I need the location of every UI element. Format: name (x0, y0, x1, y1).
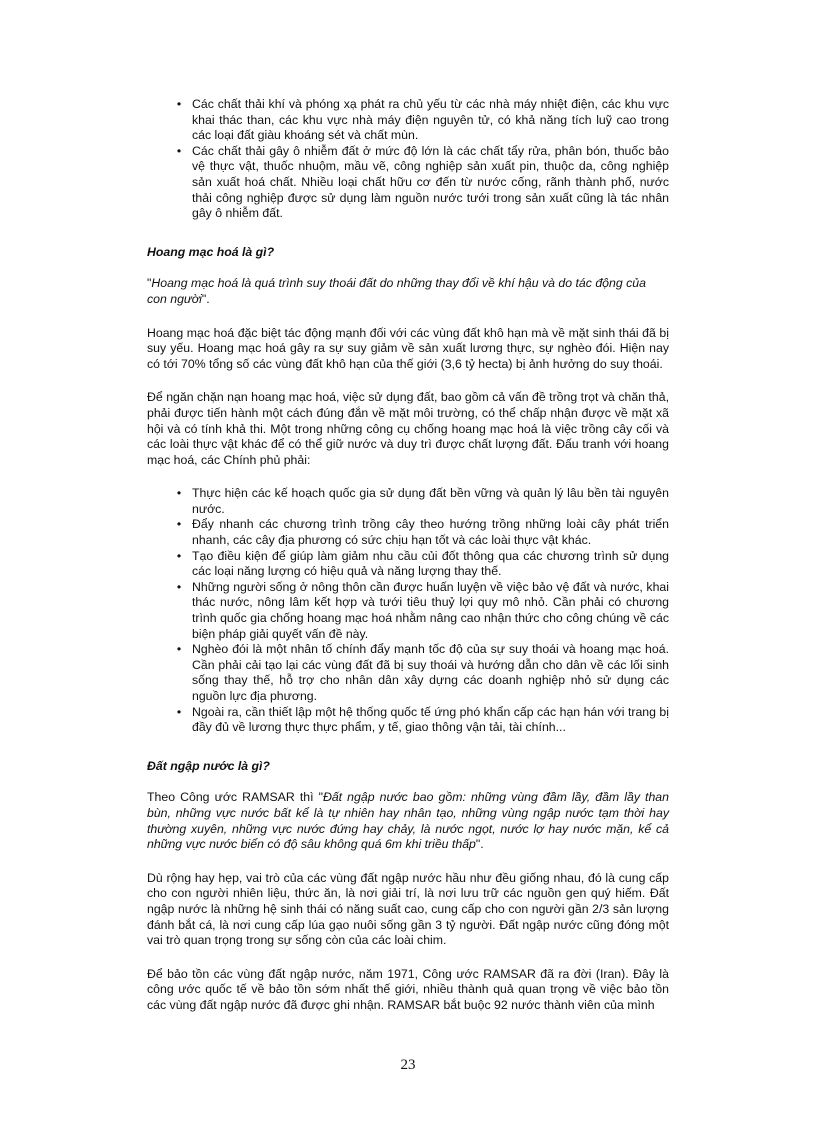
list-item-text: Các chất thải gây ô nhiễm đất ở mức độ lớn là các chất tẩy rửa, phân bón, thuốc bảo vệ thực vật, thuốc nhuộm, mầu vẽ, công nghiệp sản xuất pin, thuộc da, công nghiệp sản xuất hoá chất. Nhiều loại chất hữu cơ đến từ nước cống, rãnh thành phố, nước thải công nghiệp được sử dụng làm nguồn nước tưới trong sản xuất cũng là tác nhân gây ô nhiễm đất. (192, 143, 669, 221)
page-number: 23 (400, 1057, 416, 1073)
government-actions-list (147, 486, 669, 736)
desertification-paragraph-2: Để ngăn chặn nạn hoang mạc hoá, việc sử dụng đất, bao gồm cả vấn đề trồng trọt và chăn thả, phải được tiến hành một cách đúng đắn về mặt môi trường, có thể chấp nhận được về mặt xã hội và có tính khả thi. Một trong những công cụ chống hoang mạc hoá là việc trồng cây cối và các loài thực vật khác để có thể giữ nước và duy trì được chất lượng đất. Đấu tranh với hoang mạc hoá, các Chính phủ phải: (147, 390, 669, 467)
wetland-definition (147, 790, 669, 852)
bullet-icon: • (176, 579, 182, 594)
list-item (147, 486, 669, 517)
bullet-icon: • (176, 143, 182, 158)
desertification-definition (147, 276, 669, 307)
definition-quote: Hoang mạc hoá là quá trình suy thoái đất do những thay đổi về khí hậu và do tác động của con người (147, 276, 646, 306)
list-item (147, 517, 669, 548)
wetland-paragraph-1: Dù rộng hay hẹp, vai trò của các vùng đất ngập nước hầu như đều giống nhau, đó là cung cấp cho con người nhiên liệu, thức ăn, là nơi giải trí, là nơi lưu trữ các nguồn gen quý hiếm. Đất ngập nước là những hệ sinh thái có năng suất cao, cung cấp cho con người gần 2/3 sản lượng đánh bắt cá, là nơi cung cấp lúa gạo nuôi sống gần 3 tỷ người. Đất ngập nước cũng đóng một vai trò quan trọng trong sự sống còn của các loài chim. (147, 870, 669, 948)
list-item-text: Đẩy nhanh các chương trình trồng cây theo hướng trồng những loài cây phát triển nhanh, các cây địa phương có sức chịu hạn tốt và các loài thực vật khác. (192, 517, 669, 548)
list-item-text: Thực hiện các kế hoạch quốc gia sử dụng đất bền vững và quản lý lâu bền tài nguyên nước. (192, 486, 669, 516)
desertification-paragraph-1: Hoang mạc hoá đặc biệt tác động mạnh đối với các vùng đất khô hạn mà về mặt sinh thái đã bị suy yếu. Hoang mạc hoá gây ra sự suy giảm về sản xuất lương thực, sự nghèo đói. Hiện nay có tới 70% tổng số các vùng đất khô hạn của thế giới (3,6 tỷ hecta) bị ảnh hưởng do suy thoái. (147, 325, 669, 371)
bullet-icon: • (176, 548, 182, 563)
list-item (147, 642, 669, 704)
section-heading-desertification: Hoang mạc hoá là gì? (147, 244, 275, 259)
wetland-paragraph-2: Để bảo tồn các vùng đất ngập nước, năm 1971, Công ước RAMSAR đã ra đời (Iran). Đây là công ước quốc tế về bảo tồn sớm nhất thế giới, nhiều thành quả quan trọng về việc bảo tồn các vùng đất ngập nước đã được ghi nhận. RAMSAR bắt buộc 92 nước thành viên của mình (147, 966, 669, 1012)
list-item-text: Ngoài ra, cần thiết lập một hệ thống quốc tế ứng phó khẩn cấp các hạn hán với trang bị đầy đủ về lương thực thực phẩm, y tế, giao thông vận tải, tài chính... (192, 704, 669, 735)
bullet-icon: • (176, 704, 182, 719)
list-item (147, 549, 669, 580)
bullet-icon: • (176, 486, 182, 501)
pollution-bullet-list (147, 97, 669, 222)
list-item-text: Nghèo đói là một nhân tố chính đẩy mạnh tốc độ của sự suy thoái và hoang mạc hoá. Cần phải cải tạo lại các vùng đất đã bị suy thoái và hướng dẫn cho dân về các lối sinh sống thay thế, hỗ trợ cho nhân dân xây dựng các doanh nghiệp nhỏ sử dụng các nguồn lực địa phương. (192, 642, 669, 703)
list-item (147, 580, 669, 642)
list-item (147, 97, 669, 144)
bullet-icon: • (176, 97, 182, 111)
list-item-text: Những người sống ở nông thôn cần được huấn luyện về việc bảo vệ đất và nước, khai thác nước, nông lâm kết hợp và tưới tiêu thuỷ lợi quy mô nhỏ. Cần phải có chương trình quốc gia chống hoang mạc hoá nhằm nâng cao nhận thức cho công chúng về các biện pháp giải quyết vấn đề này. (192, 579, 669, 641)
text-column (147, 97, 669, 1014)
list-item (147, 705, 669, 736)
bullet-icon: • (176, 642, 182, 657)
quote-open: " (147, 276, 152, 291)
section-heading-wetland: Đất ngập nước là gì? (147, 758, 270, 773)
quote-close: ". (201, 291, 210, 306)
definition-suffix: ". (475, 837, 484, 852)
list-item-text: Các chất thải khí và phóng xạ phát ra chủ yếu từ các nhà máy nhiệt điện, các khu vực khai thác than, các khu vực nhà máy điện nguyên tử, có khả năng tích luỹ cao trong các loại đất giàu khoáng sét và chất mùn. (192, 97, 669, 143)
bullet-icon: • (176, 517, 182, 532)
definition-prefix: Theo Công ước RAMSAR thì " (147, 790, 323, 805)
definition-quote: Đất ngập nước bao gồm: những vùng đầm lầy, đầm lầy than bùn, những vực nước bất kể là tự nhiên hay nhân tạo, những vùng ngập nước tạm thời hay thường xuyên, những vực nước đứng hay chảy, là nước ngọt, nước lợ hay nước mặn, kể cả những vực nước biển có độ sâu không quá 6m khi triều thấp (147, 790, 669, 852)
list-item-text: Tạo điều kiện để giúp làm giảm nhu cầu củi đốt thông qua các chương trình sử dụng các loại năng lượng có hiệu quả và năng lượng thay thế. (192, 548, 669, 579)
list-item (147, 144, 669, 222)
